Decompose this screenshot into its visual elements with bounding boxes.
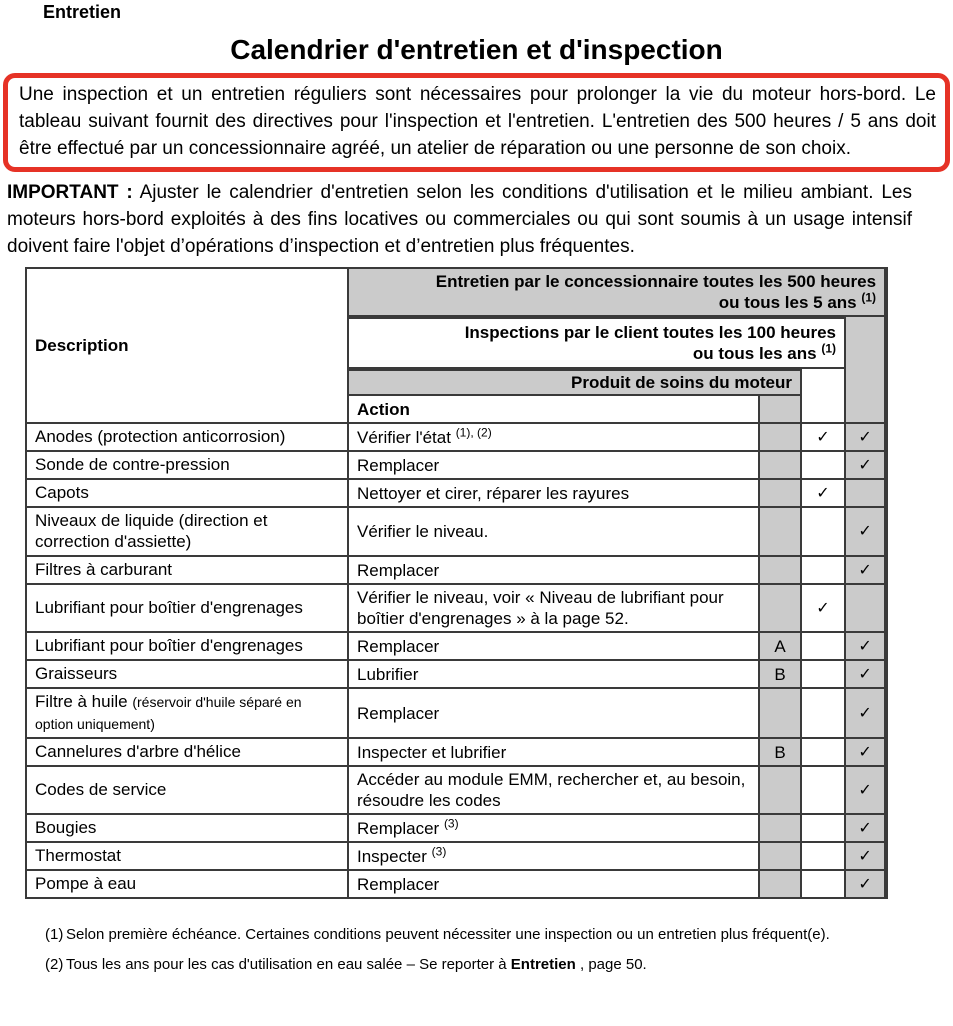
dealer-service-cell: ✓ (846, 424, 886, 452)
client-inspection-cell (802, 557, 846, 585)
dealer-service-cell: ✓ (846, 843, 886, 871)
footnotes (45, 926, 953, 974)
row-action: Vérifier l'état $^{(1), (2)}$ (349, 424, 760, 452)
table-row (27, 452, 886, 480)
row-action: Remplacer (349, 452, 760, 480)
dealer-service-cell: ✓ (846, 661, 886, 689)
client-inspection-cell (802, 452, 846, 480)
care-product-cell (760, 480, 802, 508)
client-inspection-cell (802, 843, 846, 871)
dealer-column-spacer (846, 317, 886, 424)
dealer-service-cell: ✓ (846, 815, 886, 843)
footnote-ref-1: (1) (821, 341, 836, 356)
client-inspection-cell (802, 661, 846, 689)
care-product-cell (760, 689, 802, 739)
client-inspection-band: Inspections par le client toutes les 100 heures ou tous les ans $^{(1)}$ (349, 317, 846, 369)
table-row (27, 689, 886, 739)
care-product-cell (760, 767, 802, 815)
footnote-text: Selon première échéance. Certaines conditions peuvent nécessiter une inspection ou un entretien plus fréquent(e). (66, 926, 830, 943)
footnote-1 (45, 926, 953, 944)
row-action: Vérifier le niveau, voir « Niveau de lubrifiant pour boîtier d'engrenages » à la page 52. (349, 585, 760, 633)
care-product-cell (760, 585, 802, 633)
row-description: Capots (27, 480, 349, 508)
footnote-2 (45, 956, 953, 974)
care-product-cell (760, 815, 802, 843)
action-column-header: Action (349, 396, 760, 424)
care-product-cell (760, 557, 802, 585)
table-row (27, 815, 886, 843)
client-inspection-cell: ✓ (802, 585, 846, 633)
row-description: Pompe à eau (27, 871, 349, 897)
client-inspection-cell: ✓ (802, 480, 846, 508)
dealer-service-cell (846, 585, 886, 633)
client-inspection-cell: ✓ (802, 424, 846, 452)
care-product-cell: A (760, 633, 802, 661)
dealer-service-cell: ✓ (846, 739, 886, 767)
row-description: Niveaux de liquide (direction et correction d'assiette) (27, 508, 349, 557)
row-description: Cannelures d'arbre d'hélice (27, 739, 349, 767)
table-row (27, 739, 886, 767)
dealer-service-cell: ✓ (846, 452, 886, 480)
care-product-cell: B (760, 739, 802, 767)
row-description: Codes de service (27, 767, 349, 815)
table-row (27, 633, 886, 661)
row-description: Sonde de contre-pression (27, 452, 349, 480)
row-action: Remplacer (349, 871, 760, 897)
table-row (27, 424, 886, 452)
dealer-service-cell: ✓ (846, 767, 886, 815)
description-column-header: Description (27, 269, 349, 424)
row-action: Remplacer (349, 689, 760, 739)
care-product-cell (760, 452, 802, 480)
important-label: IMPORTANT : (7, 182, 133, 203)
footnote-ref-1: (1) (861, 290, 877, 305)
row-description: Graisseurs (27, 661, 349, 689)
table-row (27, 843, 886, 871)
important-text: Ajuster le calendrier d'entretien selon les conditions d'utilisation et le milieu ambiant. Les moteurs hors-bord exploités à des fins locatives ou commerciales ou qui sont soumis à un usage intensif doivent faire l'objet d’opérations d’inspection et d’entretien plus fréquentes. (7, 182, 912, 257)
footnote-marker: (1) (45, 926, 64, 943)
highlighted-notice-box (3, 73, 950, 172)
client-inspection-cell (802, 871, 846, 897)
dealer-service-cell: ✓ (846, 871, 886, 897)
section-header: Entretien (43, 2, 122, 22)
row-description: Anodes (protection anticorrosion) (27, 424, 349, 452)
dealer-service-cell: ✓ (846, 508, 886, 557)
client-column-spacer (802, 369, 846, 424)
footnote-text: Tous les ans pour les cas d'utilisation en eau salée – Se reporter à Entretien , page 50. (66, 956, 647, 973)
row-description: Lubrifiant pour boîtier d'engrenages (27, 633, 349, 661)
important-paragraph (7, 179, 912, 260)
page (0, 2, 953, 1026)
row-description: Bougies (27, 815, 349, 843)
row-action: Remplacer (349, 557, 760, 585)
care-product-cell: B (760, 661, 802, 689)
care-product-cell (760, 843, 802, 871)
care-product-band: Produit de soins du moteur (349, 369, 802, 396)
dealer-service-cell: ✓ (846, 689, 886, 739)
page-title: Calendrier d'entretien et d'inspection (230, 34, 723, 65)
table-row (27, 767, 886, 815)
dealer-service-cell (846, 480, 886, 508)
row-action: Inspecter $^{(3)}$ (349, 843, 760, 871)
table-row (27, 871, 886, 897)
care-column-spacer (760, 396, 802, 424)
row-description: Filtres à carburant (27, 557, 349, 585)
table-row (27, 480, 886, 508)
maintenance-schedule-table (25, 267, 888, 899)
client-inspection-cell (802, 633, 846, 661)
client-inspection-cell (802, 739, 846, 767)
dealer-service-cell: ✓ (846, 557, 886, 585)
row-description: Filtre à huile (réservoir d'huile séparé en option uniquement) (27, 689, 349, 739)
row-action: Inspecter et lubrifier (349, 739, 760, 767)
table-row (27, 661, 886, 689)
row-action: Vérifier le niveau. (349, 508, 760, 557)
row-action: Remplacer $^{(3)}$ (349, 815, 760, 843)
table-row (27, 508, 886, 557)
row-description: Lubrifiant pour boîtier d'engrenages (27, 585, 349, 633)
row-action: Remplacer (349, 633, 760, 661)
care-product-cell (760, 871, 802, 897)
client-inspection-cell (802, 689, 846, 739)
row-action: Lubrifier (349, 661, 760, 689)
footnote-marker: (2) (45, 956, 64, 973)
table-row (27, 557, 886, 585)
client-inspection-cell (802, 508, 846, 557)
row-action: Nettoyer et cirer, réparer les rayures (349, 480, 760, 508)
notice-text: Une inspection et un entretien réguliers sont nécessaires pour prolonger la vie du moteur hors-bord. Le tableau suivant fournit des directives pour l'inspection et l'entretien. L'entretien des 500 heures / 5 ans doit être effectué par un concessionnaire agréé, un atelier de réparation ou une personne de son choix. (19, 84, 936, 159)
row-action: Accéder au module EMM, rechercher et, au besoin, résoudre les codes (349, 767, 760, 815)
row-description: Thermostat (27, 843, 349, 871)
care-product-cell (760, 508, 802, 557)
care-product-cell (760, 424, 802, 452)
client-inspection-cell (802, 767, 846, 815)
dealer-service-band: Entretien par le concessionnaire toutes les 500 heures ou tous les 5 ans $^{(1)}$ (349, 269, 886, 317)
table-row (27, 585, 886, 633)
client-inspection-cell (802, 815, 846, 843)
dealer-service-cell: ✓ (846, 633, 886, 661)
